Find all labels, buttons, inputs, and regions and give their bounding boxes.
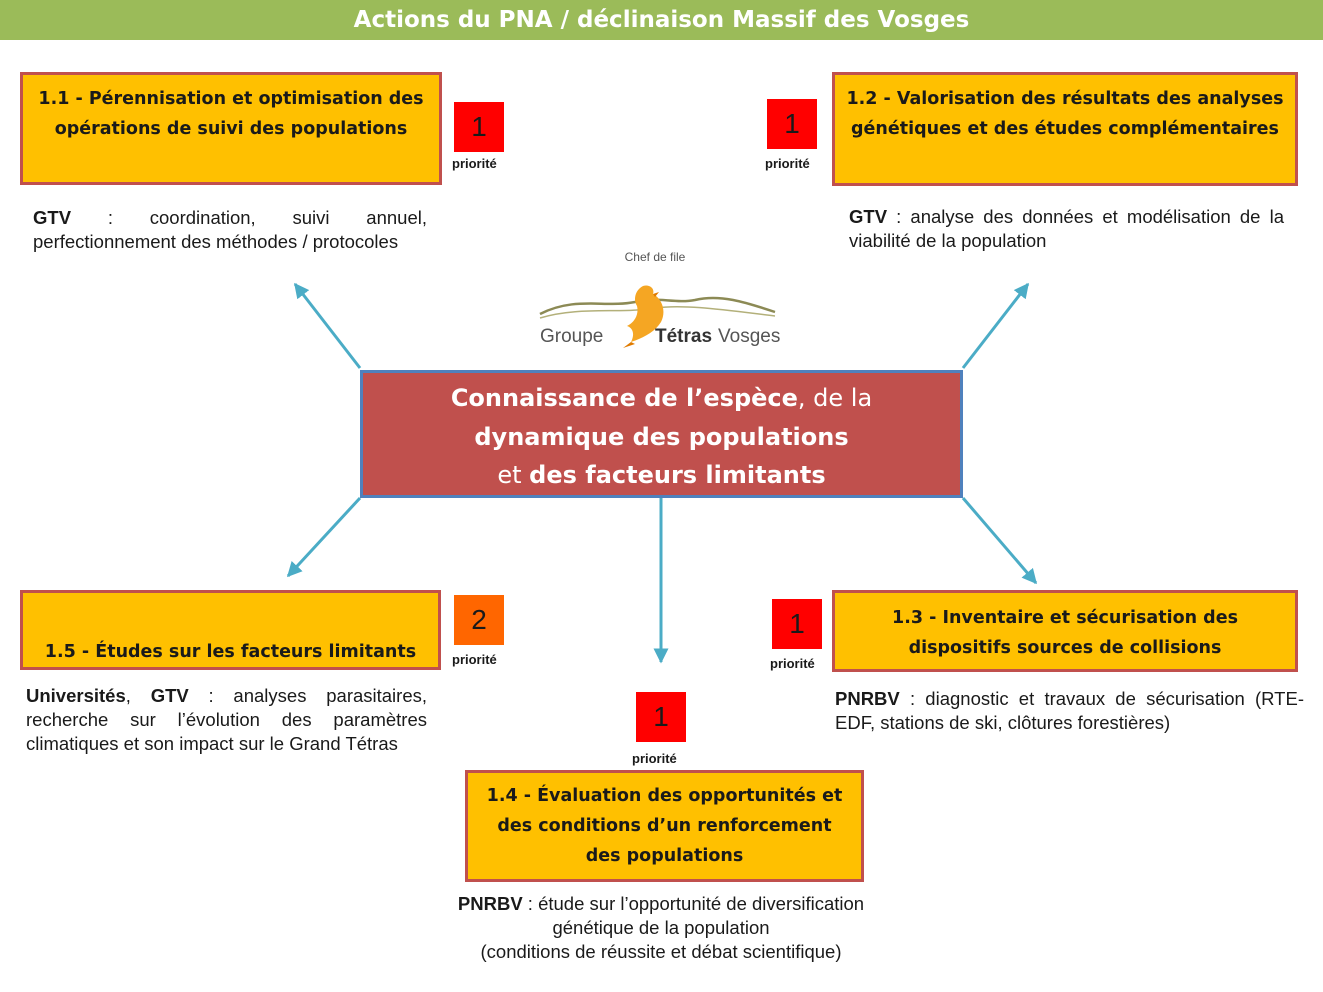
logo-word-vosges: Vosges xyxy=(718,326,780,347)
action-1-1-box: 1.1 - Pérennisation et optimisation des opérations de suivi des populations xyxy=(20,72,442,185)
center-line-3: et des facteurs limitants xyxy=(497,461,826,489)
action-1-5-priority-label: priorité xyxy=(452,652,497,667)
central-theme-box xyxy=(360,370,963,498)
action-1-3-description: PNRBV : diagnostic et travaux de sécurisation (RTE- EDF, stations de ski, clôtures forestières) xyxy=(835,688,1304,733)
groupe-tetras-vosges-logo xyxy=(535,282,780,352)
center-line-1: Connaissance de l’espèce, de la xyxy=(450,384,873,412)
arrow-to-action-1-2 xyxy=(963,284,1028,368)
action-1-4-description xyxy=(430,892,892,964)
center-line-2: dynamique des populations xyxy=(474,422,849,451)
action-1-2-priority-label: priorité xyxy=(765,156,810,171)
action-1-1-description: GTV : coordination, suivi annuel, perfectionnement des méthodes / protocoles xyxy=(33,207,427,252)
arrow-to-action-1-3 xyxy=(963,498,1036,583)
action-1-4-priority-label: priorité xyxy=(632,751,677,766)
action-1-3-box: 1.3 - Inventaire et sécurisation des dispositifs sources de collisions xyxy=(832,590,1298,672)
action-1-5-box: 1.5 - Études sur les facteurs limitants xyxy=(20,590,441,670)
action-1-5-description: Universités, GTV : analyses parasitaires, recherche sur l’évolution des paramètres climatiques et son impact sur le Grand Tétras xyxy=(26,685,428,754)
action-1-5-priority-badge: 2 xyxy=(454,595,504,645)
action-1-4-description-main: PNRBV : étude sur l’opportunité de diversification génétique de la population xyxy=(457,893,865,938)
chef-de-file-label: Chef de file xyxy=(624,250,686,264)
action-1-3-priority-badge: 1 xyxy=(772,599,822,649)
action-1-1-priority-label: priorité xyxy=(452,156,497,171)
action-1-4-description-note: (conditions de réussite et débat scientifique) xyxy=(480,941,842,962)
action-1-2-priority-badge: 1 xyxy=(767,99,817,149)
action-1-4-priority-badge: 1 xyxy=(636,692,686,742)
action-1-2-description: GTV : analyse des données et modélisation de la viabilité de la population xyxy=(849,206,1284,251)
arrow-to-action-1-5 xyxy=(288,498,360,576)
action-1-2-box: 1.2 - Valorisation des résultats des analyses génétiques et des études complémentaires xyxy=(832,72,1298,186)
action-1-3-priority-label: priorité xyxy=(770,656,815,671)
action-1-1-priority-badge: 1 xyxy=(454,102,504,152)
page-title: Actions du PNA / déclinaison Massif des Vosges xyxy=(0,0,1323,40)
logo-word-tetras: Tétras xyxy=(655,326,713,347)
action-1-4-box: 1.4 - Évaluation des opportunités et des conditions d’un renforcement des populations xyxy=(465,770,864,882)
logo-word-groupe: Groupe xyxy=(540,326,604,347)
arrow-to-action-1-1 xyxy=(295,284,360,368)
